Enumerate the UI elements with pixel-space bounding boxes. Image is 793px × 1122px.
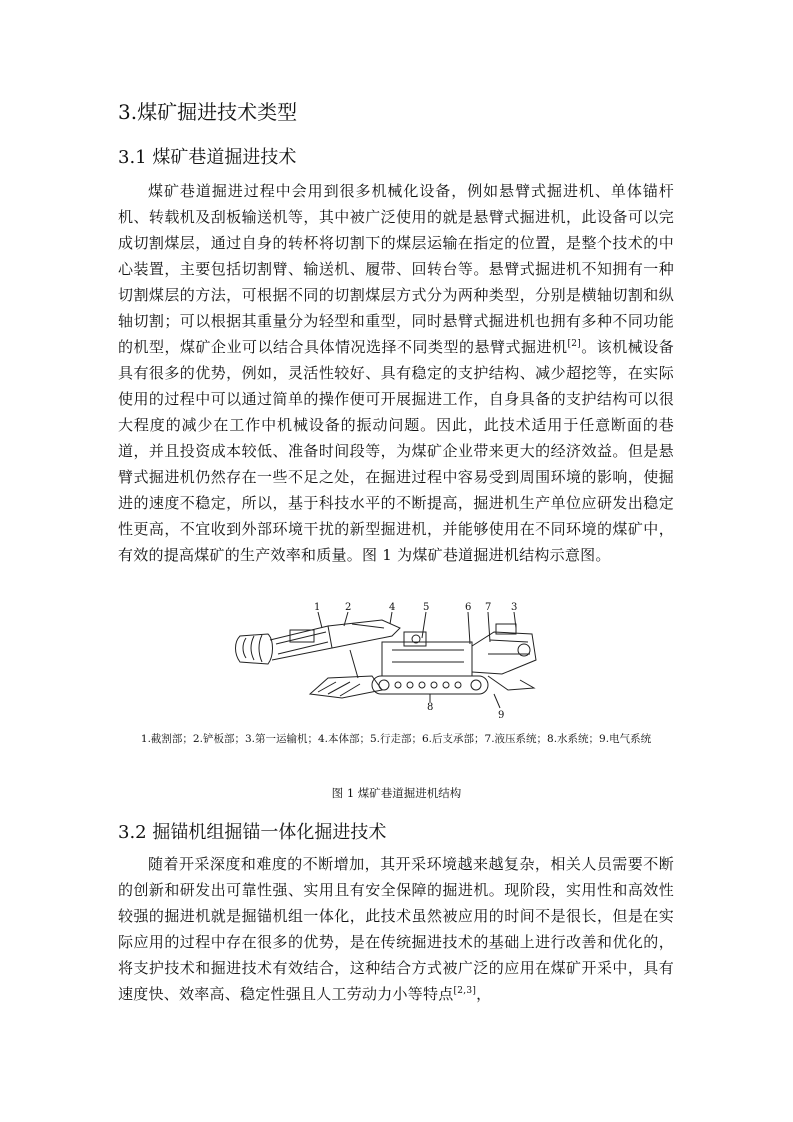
paragraph-3-1-text-a: 煤矿巷道掘进过程中会用到很多机械化设备，例如悬臂式掘进机、单体锚杆机、转载机及刮板输送机等，其中被广泛使用的就是悬臂式掘进机，此设备可以完成切割煤层，通过自身的转杯将切割下的煤层运输在指定的位置，是整个技术的中心装置，主要包括切割臂、输送机、履带、回转台等。悬臂式掘进机不知拥有一种切割煤层的方法，可根据不同的切割煤层方式分为两种类型，分别是横轴切割和纵轴切割；可以根据其重量分为轻型和重型，同时悬臂式掘进机也拥有多种不同功能的机型，煤矿企业可以结合具体情况选择不同类型的悬臂式掘进机 [118,182,674,356]
paragraph-3-1 [118,178,674,568]
paragraph-3-2-text-a: 随着开采深度和难度的不断增加，其开采环境越来越复杂，相关人员需要不断的创新和研发出可靠性强、实用且有安全保障的掘进机。现阶段，实用性和高效性较强的掘进机就是掘锚机组一体化，此技术虽然被应用的时间不是很长，但是在实际应用的过程中存在很多的优势，是在传统掘进技术的基础上进行改善和优化的，将支护技术和掘进技术有效结合，这种结合方式被广泛的应用在煤矿开采中，具有速度快、效率高、稳定性强且人工劳动力小等特点 [118,855,674,1003]
figure-caption: 图 1 煤矿巷道掘进机结构 [331,786,462,800]
part-number-6: 6 [465,602,472,613]
part-number-2: 2 [345,602,352,613]
part-number-3: 3 [511,602,518,613]
paragraph-3-2-text-b: ， [476,985,492,1003]
part-number-5: 5 [423,602,430,613]
part-number-7: 7 [485,602,492,613]
subsection-heading-3-1: 3.1 煤矿巷道掘进技术 [118,147,297,168]
section-heading: 3.煤矿掘进技术类型 [118,100,298,124]
paragraph-3-2 [118,851,674,1007]
part-number-1: 1 [314,602,321,613]
citation-ref-2-3: [2,3] [453,986,477,996]
roadheader-diagram [232,598,562,720]
part-number-9: 9 [498,710,505,720]
figure-legend: 1.截割部；2.铲板部；3.第一运输机；4.本体部；5.行走部；6.后支承部；7.液压系统；8.水系统；9.电气系统 [140,733,652,745]
part-number-8: 8 [427,702,434,713]
citation-ref-2: [2] [567,339,581,349]
paragraph-3-1-text-b: 。该机械设备具有很多的优势，例如，灵活性较好、具有稳定的支护结构、减少超挖等，在实际使用的过程中可以通过简单的操作便可开展掘进工作，自身具备的支护结构可以很大程度的减少在工作中机械设备的振动问题。因此，此技术适用于任意断面的巷道，并且投资成本较低、准备时间段等，为煤矿企业带来更大的经济效益。但是悬臂式掘进机仍然存在一些不足之处，在掘进过程中容易受到周围环境的影响，使掘进的速度不稳定，所以，基于科技水平的不断提高，掘进机生产单位应研发出稳定性更高，不宜收到外部环境干扰的新型掘进机，并能够使用在不同环境的煤矿中，有效的提高煤矿的生产效率和质量。图 1 为煤矿巷道掘进机结构示意图。 [118,338,674,564]
part-number-4: 4 [389,602,396,613]
subsection-heading-3-2: 3.2 掘锚机组掘锚一体化掘进技术 [118,822,387,843]
